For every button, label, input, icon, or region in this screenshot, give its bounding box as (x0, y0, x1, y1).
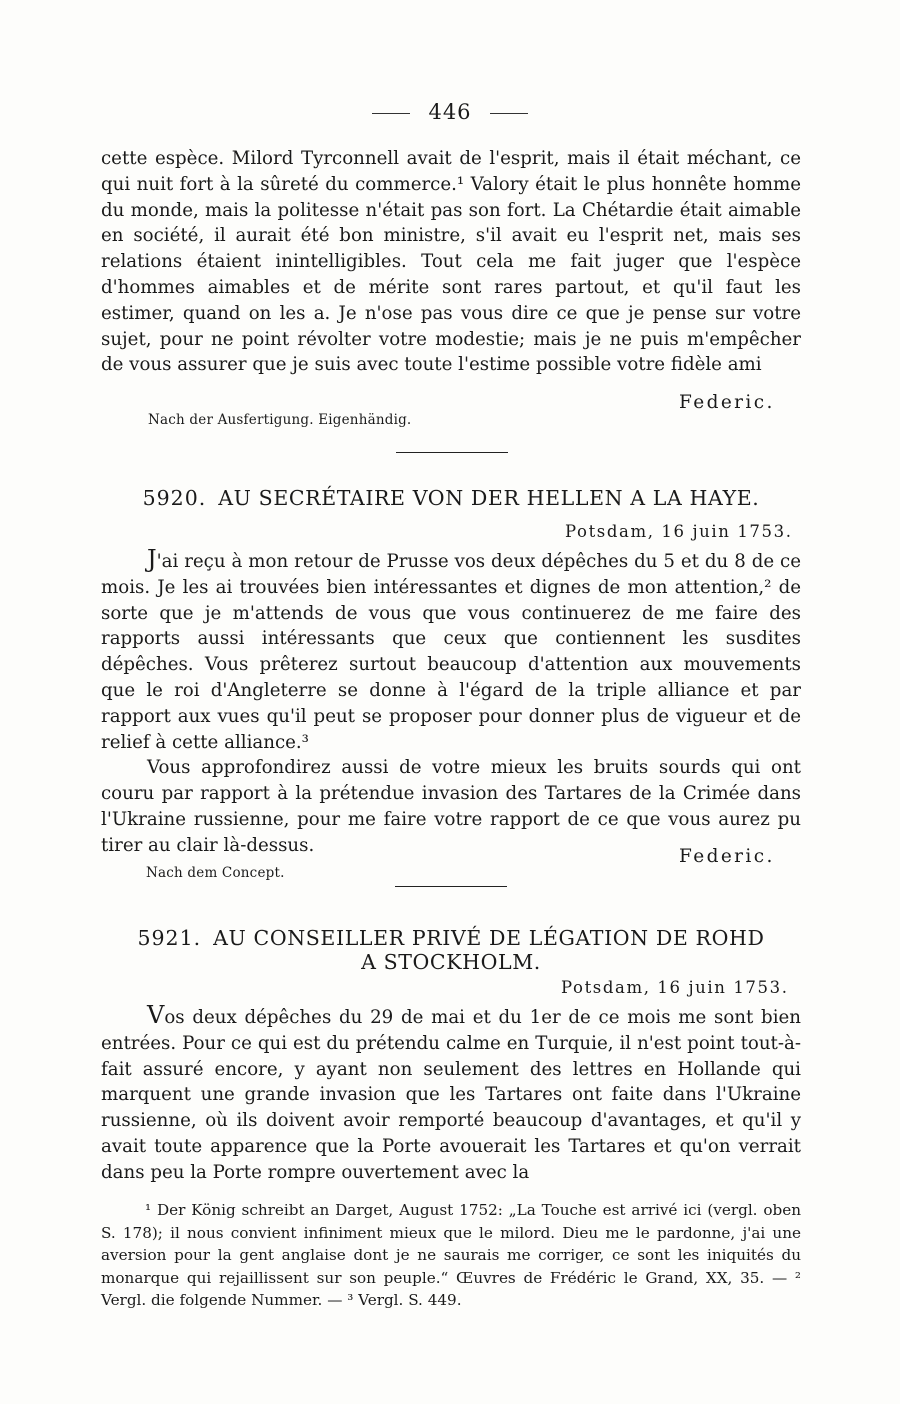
page-number-dash-left (372, 113, 410, 114)
letter-5920-initial: J (147, 545, 157, 573)
letter-5920-dateline: Potsdam, 16 juin 1753. (565, 522, 793, 541)
footnote-text: ¹ Der König schreibt an Darget, August 1752: „La Touche est arrivé ici (vergl. oben S. 178); il nous convient infiniment mieux que le milord. Dieu me le pardonne, j'ai une aversion pour la gent anglaise dont je ne saurais me corriger, ce sont les iniquités du monarque qui rejaillissent sur son peuple.“ Œuvres de Frédéric le Grand, XX, 35. — ² Vergl. die folgende Nummer. — ³ Vergl. S. 449. (101, 1201, 801, 1310)
letter-5921-number: 5921. (137, 926, 202, 950)
section-divider-2 (395, 886, 507, 887)
letter-5921-title-line-2: A STOCKHOLM. (361, 950, 541, 974)
previous-letter-paragraph: cette espèce. Milord Tyrconnell avait de l'esprit, mais il était méchant, ce qui nuit fort à la sûreté du commerce.¹ Valory était le plus honnête homme du monde, mais la politesse n'était pas son fort. La Chétardie était aimable en société, il aurait été bon ministre, s'il avait eu l'esprit net, mais ses relations étaient inintelligibles. Tout cela me fait juger que l'espèce d'hommes aimables et de mérite sont rares partout, et qu'il faut les estimer, quand on les a. Je n'ose pas vous dire ce que je pense sur votre sujet, pour ne point révolter votre modestie; mais je ne puis m'empêcher de vous assurer que je suis avec toute l'estime possible votre fidèle ami (101, 148, 801, 376)
letter-5920-heading (101, 486, 801, 510)
letter-5920-paragraph-1 (101, 547, 801, 755)
letter-5920-body (101, 547, 801, 859)
letter-5921-paragraph-1-text: os deux dépêches du 29 de mai et du 1er de ce mois me sont bien entrées. Pour ce qui est du prétendu calme en Turquie, il n'est point tout-à-fait assuré encore, y ayant non seulement des lettres en Hollande qui marquent une grande invasion que les Tartares ont faite dans l'Ukraine russienne, où ils doivent avoir remporté beaucoup d'avantages, et qu'il y avait toute apparence que la Porte avouerait les Tartares et qu'on verrait dans peu la Porte rompre ouvertement avec la (101, 1007, 801, 1183)
letter-5921-initial: V (147, 1001, 165, 1029)
letter-5921-heading-line-1 (101, 926, 801, 950)
letter-5920-source-note: Nach dem Concept. (146, 865, 285, 881)
section-divider-1 (396, 452, 508, 453)
previous-letter-source-note: Nach der Ausfertigung. Eigenhändig. (148, 412, 412, 428)
previous-letter-signature: Federic. (679, 392, 775, 413)
letter-5920-title: AU SECRÉTAIRE VON DER HELLEN A LA HAYE. (218, 486, 760, 510)
letter-5921-paragraph-1 (101, 1003, 801, 1186)
page-number-dash-right (490, 113, 528, 114)
letter-5920-paragraph-1-text: 'ai reçu à mon retour de Prusse vos deux dépêches du 5 et du 8 de ce mois. Je les ai trouvées bien intéressantes et dignes de mon attention,² de sorte que je m'attends de vous que vous continuerez de me faire des rapports aussi intéressants que ceux que contiennent les susdites dépêches. Vous prêterez surtout beaucoup d'attention aux mouvements que le roi d'Angleterre se donne à l'égard de la triple alliance et par rapport aux vues qu'il peut se proposer pour donner plus de vigueur et de relief à cette alliance.³ (101, 551, 801, 753)
letter-5920-number: 5920. (142, 486, 207, 510)
letter-5920-signature: Federic. (679, 846, 775, 867)
page-number-text: 446 (428, 100, 472, 124)
page-number (0, 100, 900, 124)
letter-5921-heading (101, 926, 801, 974)
letter-5921-title-line-1: AU CONSEILLER PRIVÉ DE LÉGATION DE ROHD (213, 926, 765, 950)
footnotes (101, 1199, 801, 1312)
letter-5921-dateline: Potsdam, 16 juin 1753. (561, 978, 789, 997)
letter-5920-paragraph-2: Vous approfondirez aussi de votre mieux les bruits sourds qui ont couru par rapport à la prétendue invasion des Tartares de la Crimée dans l'Ukraine russienne, pour me faire votre rapport de ce que vous aurez pu tirer au clair là-dessus. (101, 757, 801, 856)
letter-5921-body (101, 1003, 801, 1186)
previous-letter-body (101, 146, 801, 378)
